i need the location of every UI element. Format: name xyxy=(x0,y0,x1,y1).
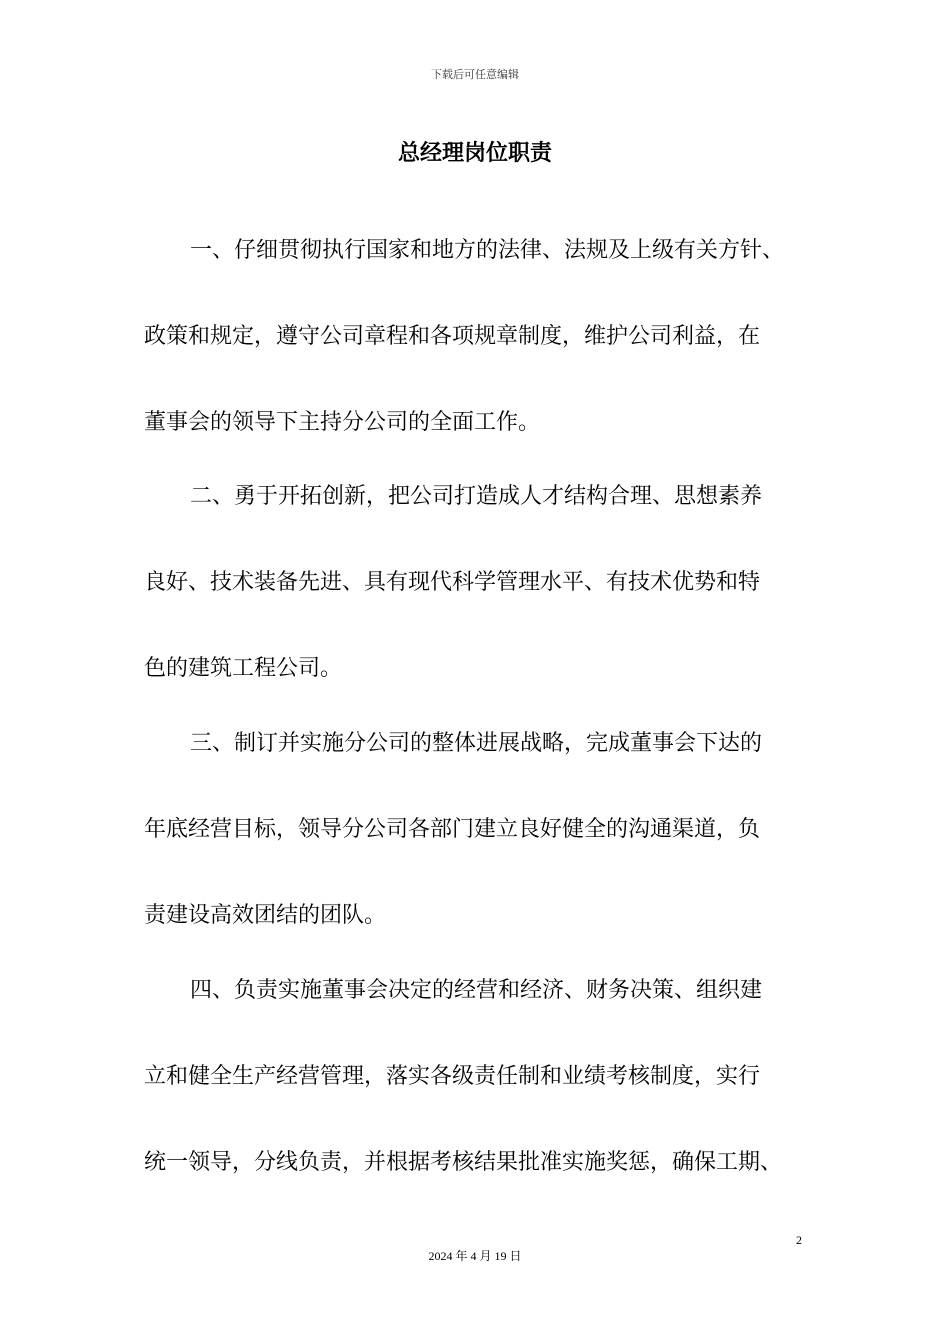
paragraph-2-line-3: 色的建筑工程公司。 xyxy=(144,656,343,681)
paragraph-1-line-3: 董事会的领导下主持分公司的全面工作。 xyxy=(144,410,541,435)
document-title: 总经理岗位职责 xyxy=(397,141,552,166)
paragraph-3-line-3: 责建设高效团结的团队。 xyxy=(144,903,387,928)
paragraph-4-line-2: 立和健全生产经营管理，落实各级责任制和业绩考核制度，实行 xyxy=(144,1064,761,1089)
paragraph-4-line-3: 统一领导，分线负责，并根据考核结果批准实施奖惩，确保工期、 xyxy=(144,1150,783,1175)
paragraph-3-line-1: 三、制订并实施分公司的整体进展战略，完成董事会下达的 xyxy=(190,731,763,756)
paragraph-1-line-2: 政策和规定，遵守公司章程和各项规章制度，维护公司利益，在 xyxy=(144,324,761,349)
header-note: 下载后可任意编辑 xyxy=(431,68,519,81)
paragraph-2-line-1: 二、勇于开拓创新，把公司打造成人才结构合理、思想素养 xyxy=(190,484,763,509)
page-number: 2 xyxy=(796,1233,802,1247)
paragraph-1-line-1: 一、仔细贯彻执行国家和地方的法律、法规及上级有关方针、 xyxy=(190,238,785,263)
paragraph-3-line-2: 年底经营目标，领导分公司各部门建立良好健全的沟通渠道，负 xyxy=(144,817,761,842)
footer-date: 2024 年 4 月 19 日 xyxy=(428,1249,522,1263)
paragraph-2-line-2: 良好、技术装备先进、具有现代科学管理水平、有技术优势和特 xyxy=(144,570,761,595)
paragraph-4-line-1: 四、负责实施董事会决定的经营和经济、财务决策、组织建 xyxy=(190,978,763,1003)
